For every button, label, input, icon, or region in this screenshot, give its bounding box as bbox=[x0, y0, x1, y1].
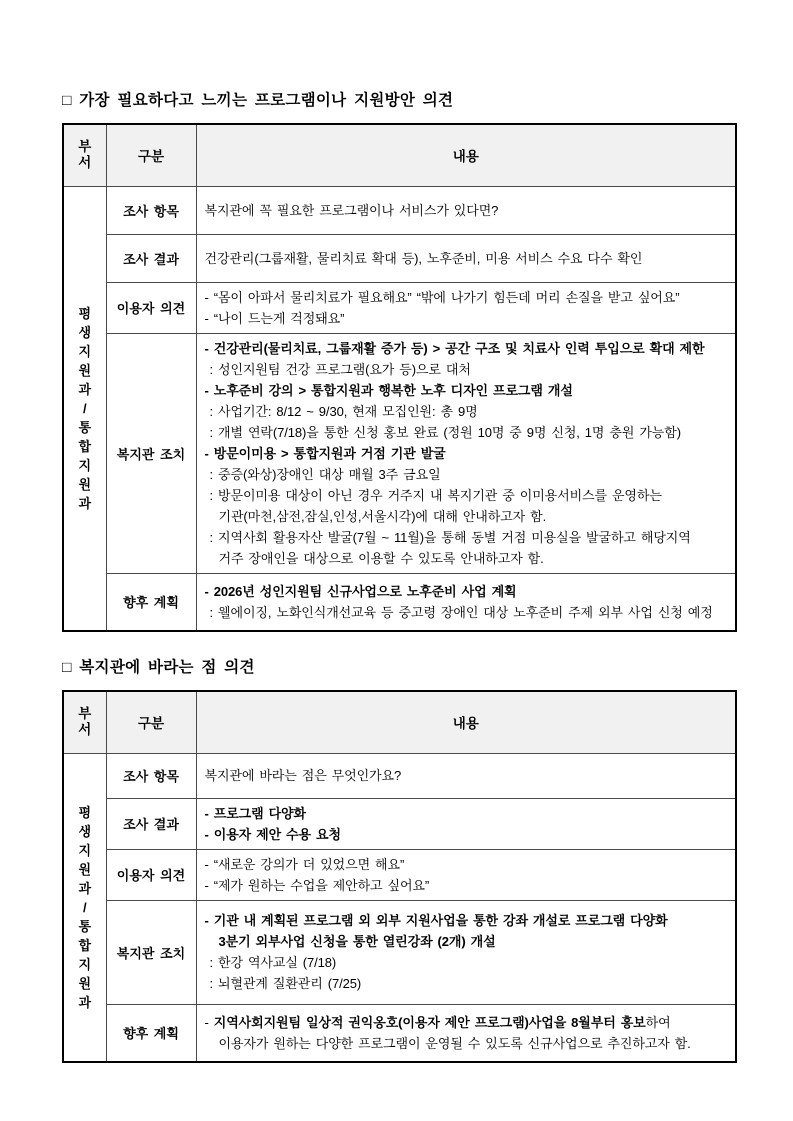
content-line bbox=[205, 765, 728, 786]
text-segment: : 사업기간: 8/12 ~ 9/30, 현재 모집인원: 총 9명 bbox=[209, 403, 478, 419]
text-segment: : 중증(와상)장애인 대상 매월 3주 금요일 bbox=[209, 466, 441, 482]
text-segment: - 기관 내 계획된 프로그램 외 외부 지원사업을 통한 강좌 개설로 프로그램 다양화 bbox=[204, 913, 668, 928]
column-header-category: 구분 bbox=[106, 691, 196, 753]
row-label: 조사 결과 bbox=[106, 234, 196, 282]
vertical-char: 지 bbox=[78, 343, 92, 359]
text-segment: : 방문이미용 대상이 아닌 경우 거주지 내 복지기관 중 이미용서비스를 운영하는 bbox=[209, 487, 662, 503]
section-needed-programs bbox=[62, 88, 735, 632]
table-row bbox=[63, 186, 736, 234]
vertical-char: 과 bbox=[78, 381, 92, 397]
text-segment: - “새로운 강의가 더 있었으면 해요” bbox=[204, 856, 405, 872]
text-segment: 복지관에 꼭 필요한 프로그램이나 서비스가 있다면? bbox=[204, 202, 499, 218]
table-row bbox=[63, 849, 736, 900]
content-line bbox=[205, 248, 728, 269]
department-cell bbox=[63, 186, 106, 631]
text-segment: - 노후준비 강의 > 통합지원과 행복한 노후 디자인 프로그램 개설 bbox=[204, 382, 573, 398]
row-content bbox=[196, 1004, 736, 1062]
row-label: 이용자 의견 bbox=[106, 282, 196, 333]
table-row bbox=[63, 753, 736, 798]
content-line bbox=[205, 506, 728, 527]
vertical-char: / bbox=[82, 899, 87, 915]
content-line bbox=[205, 1033, 728, 1054]
row-label: 조사 항목 bbox=[106, 186, 196, 234]
row-label: 향후 계획 bbox=[106, 573, 196, 631]
text-segment: : 지역사회 활용자산 발굴(7월 ~ 11월)을 통해 동별 거점 미용실을 발굴하고 해당지역 bbox=[209, 529, 691, 545]
content-line bbox=[205, 824, 728, 845]
content-line bbox=[205, 1012, 728, 1033]
content-line bbox=[205, 443, 728, 464]
text-segment: : 개별 연락(7/18)을 통한 신청 홍보 완료 (정원 10명 중 9명 신청, 1명 충원 가능함) bbox=[209, 424, 681, 440]
text-segment: - bbox=[204, 1014, 214, 1030]
department-cell bbox=[63, 753, 106, 1062]
text-segment: 3분기 외부사업 신청을 통한 열린강좌 (2개) 개설 bbox=[218, 934, 496, 949]
content-line bbox=[205, 287, 728, 308]
vertical-char: 원 bbox=[78, 861, 92, 877]
content-line bbox=[205, 422, 728, 443]
content-line bbox=[205, 952, 728, 973]
vertical-char: 통 bbox=[78, 419, 92, 435]
opinion-table bbox=[62, 123, 737, 632]
vertical-char: 부 bbox=[78, 139, 92, 155]
table-row bbox=[63, 798, 736, 849]
text-segment: - “몸이 아파서 물리치료가 필요해요” “밖에 나가기 힘든데 머리 손질을 받고 싶어요” bbox=[204, 289, 680, 305]
row-label: 이용자 의견 bbox=[106, 849, 196, 900]
text-segment: - 2026년 성인지원팀 신규사업으로 노후준비 사업 계획 bbox=[204, 583, 517, 599]
row-label: 조사 결과 bbox=[106, 798, 196, 849]
vertical-char: 원 bbox=[78, 975, 92, 991]
opinion-table bbox=[62, 690, 737, 1063]
column-header-category: 구분 bbox=[106, 124, 196, 186]
content-line bbox=[205, 359, 728, 380]
content-line bbox=[205, 854, 728, 875]
column-header-dept bbox=[63, 691, 106, 753]
section-wishes bbox=[62, 655, 735, 1063]
column-header-dept bbox=[63, 124, 106, 186]
vertical-char: / bbox=[82, 400, 87, 416]
vertical-char: 통 bbox=[78, 918, 92, 934]
column-header-content: 내용 bbox=[196, 691, 736, 753]
row-label: 조사 항목 bbox=[106, 753, 196, 798]
content-line bbox=[205, 308, 728, 329]
vertical-char: 과 bbox=[78, 880, 92, 896]
row-content bbox=[196, 849, 736, 900]
row-content bbox=[196, 900, 736, 1004]
vertical-char: 생 bbox=[78, 324, 92, 340]
vertical-char: 서 bbox=[78, 722, 92, 738]
text-segment: 이용자가 원하는 다양한 프로그램이 운영될 수 있도록 신규사업으로 추진하고자 함. bbox=[218, 1035, 691, 1051]
content-line bbox=[205, 910, 728, 931]
vertical-char: 과 bbox=[78, 495, 92, 511]
row-label: 향후 계획 bbox=[106, 1004, 196, 1062]
content-line bbox=[205, 485, 728, 506]
section-title: □ 복지관에 바라는 점 의견 bbox=[62, 659, 255, 676]
text-segment: - 프로그램 다양화 bbox=[204, 805, 306, 821]
text-segment: - 방문이미용 > 통합지원과 거점 기관 발굴 bbox=[204, 445, 446, 461]
opinion-table-wrap bbox=[62, 123, 735, 632]
section-title: □ 가장 필요하다고 느끼는 프로그램이나 지원방안 의견 bbox=[62, 92, 454, 109]
table-row bbox=[63, 1004, 736, 1062]
row-label: 복지관 조치 bbox=[106, 333, 196, 573]
text-segment: - 이용자 제안 수용 요청 bbox=[204, 826, 341, 842]
vertical-char: 생 bbox=[78, 823, 92, 839]
vertical-char: 원 bbox=[78, 362, 92, 378]
opinion-table-wrap bbox=[62, 690, 735, 1063]
text-segment: : 한강 역사교실 (7/18) bbox=[209, 955, 337, 970]
table-row bbox=[63, 573, 736, 631]
vertical-char: 평 bbox=[78, 305, 92, 321]
vertical-char: 원 bbox=[78, 476, 92, 492]
text-segment: 기관(마천,삼전,잠실,인성,서울시각)에 대해 안내하고자 함. bbox=[218, 508, 547, 524]
content-line bbox=[205, 527, 728, 548]
content-line bbox=[205, 548, 728, 569]
vertical-char: 합 bbox=[78, 438, 92, 454]
row-content bbox=[196, 282, 736, 333]
content-line bbox=[205, 931, 728, 952]
row-label: 복지관 조치 bbox=[106, 900, 196, 1004]
text-segment: - “제가 원하는 수업을 제안하고 싶어요” bbox=[204, 877, 430, 893]
table-row bbox=[63, 282, 736, 333]
text-segment: 지역사회지원팀 일상적 권익옹호(이용자 제안 프로그램)사업을 8월부터 홍보 bbox=[213, 1014, 646, 1030]
text-segment: - “나이 드는게 걱정돼요” bbox=[204, 310, 345, 326]
column-header-content: 내용 bbox=[196, 124, 736, 186]
text-segment: 하여 bbox=[645, 1014, 671, 1030]
content-line bbox=[205, 581, 728, 602]
vertical-char: 서 bbox=[78, 155, 92, 171]
vertical-char: 지 bbox=[78, 956, 92, 972]
row-content bbox=[196, 573, 736, 631]
content-line bbox=[205, 875, 728, 896]
row-content bbox=[196, 753, 736, 798]
text-segment: 거주 장애인을 대상으로 이용할 수 있도록 안내하고자 함. bbox=[218, 550, 544, 566]
content-line bbox=[205, 464, 728, 485]
text-segment: : 웰에이징, 노화인식개선교육 등 중고령 장애인 대상 노후준비 주제 외부 사업 신청 예정 bbox=[209, 604, 713, 620]
row-content bbox=[196, 333, 736, 573]
row-content bbox=[196, 186, 736, 234]
content-line bbox=[205, 380, 728, 401]
row-content bbox=[196, 234, 736, 282]
content-line bbox=[205, 401, 728, 422]
table-row bbox=[63, 900, 736, 1004]
text-segment: 건강관리(그룹재활, 물리치료 확대 등), 노후준비, 미용 서비스 수요 다수 확인 bbox=[204, 250, 643, 266]
content-line bbox=[205, 338, 728, 359]
vertical-char: 평 bbox=[78, 804, 92, 820]
text-segment: - 건강관리(물리치료, 그룹재활 증가 등) > 공간 구조 및 치료사 인력 투입으로 확대 제한 bbox=[204, 340, 705, 356]
table-row bbox=[63, 333, 736, 573]
vertical-char: 지 bbox=[78, 457, 92, 473]
table-header-row bbox=[63, 691, 736, 753]
text-segment: : 성인지원팀 건강 프로그램(요가 등)으로 대처 bbox=[209, 361, 471, 377]
content-line bbox=[205, 803, 728, 824]
text-segment: : 뇌혈관계 질환관리 (7/25) bbox=[209, 976, 362, 991]
vertical-char: 합 bbox=[78, 937, 92, 953]
table-header-row bbox=[63, 124, 736, 186]
text-segment: 복지관에 바라는 점은 무엇인가요? bbox=[204, 768, 402, 783]
vertical-char: 지 bbox=[78, 842, 92, 858]
table-row bbox=[63, 234, 736, 282]
vertical-char: 부 bbox=[78, 706, 92, 722]
vertical-char: 과 bbox=[78, 994, 92, 1010]
content-line bbox=[205, 602, 728, 623]
row-content bbox=[196, 798, 736, 849]
content-line bbox=[205, 973, 728, 994]
content-line bbox=[205, 200, 728, 221]
